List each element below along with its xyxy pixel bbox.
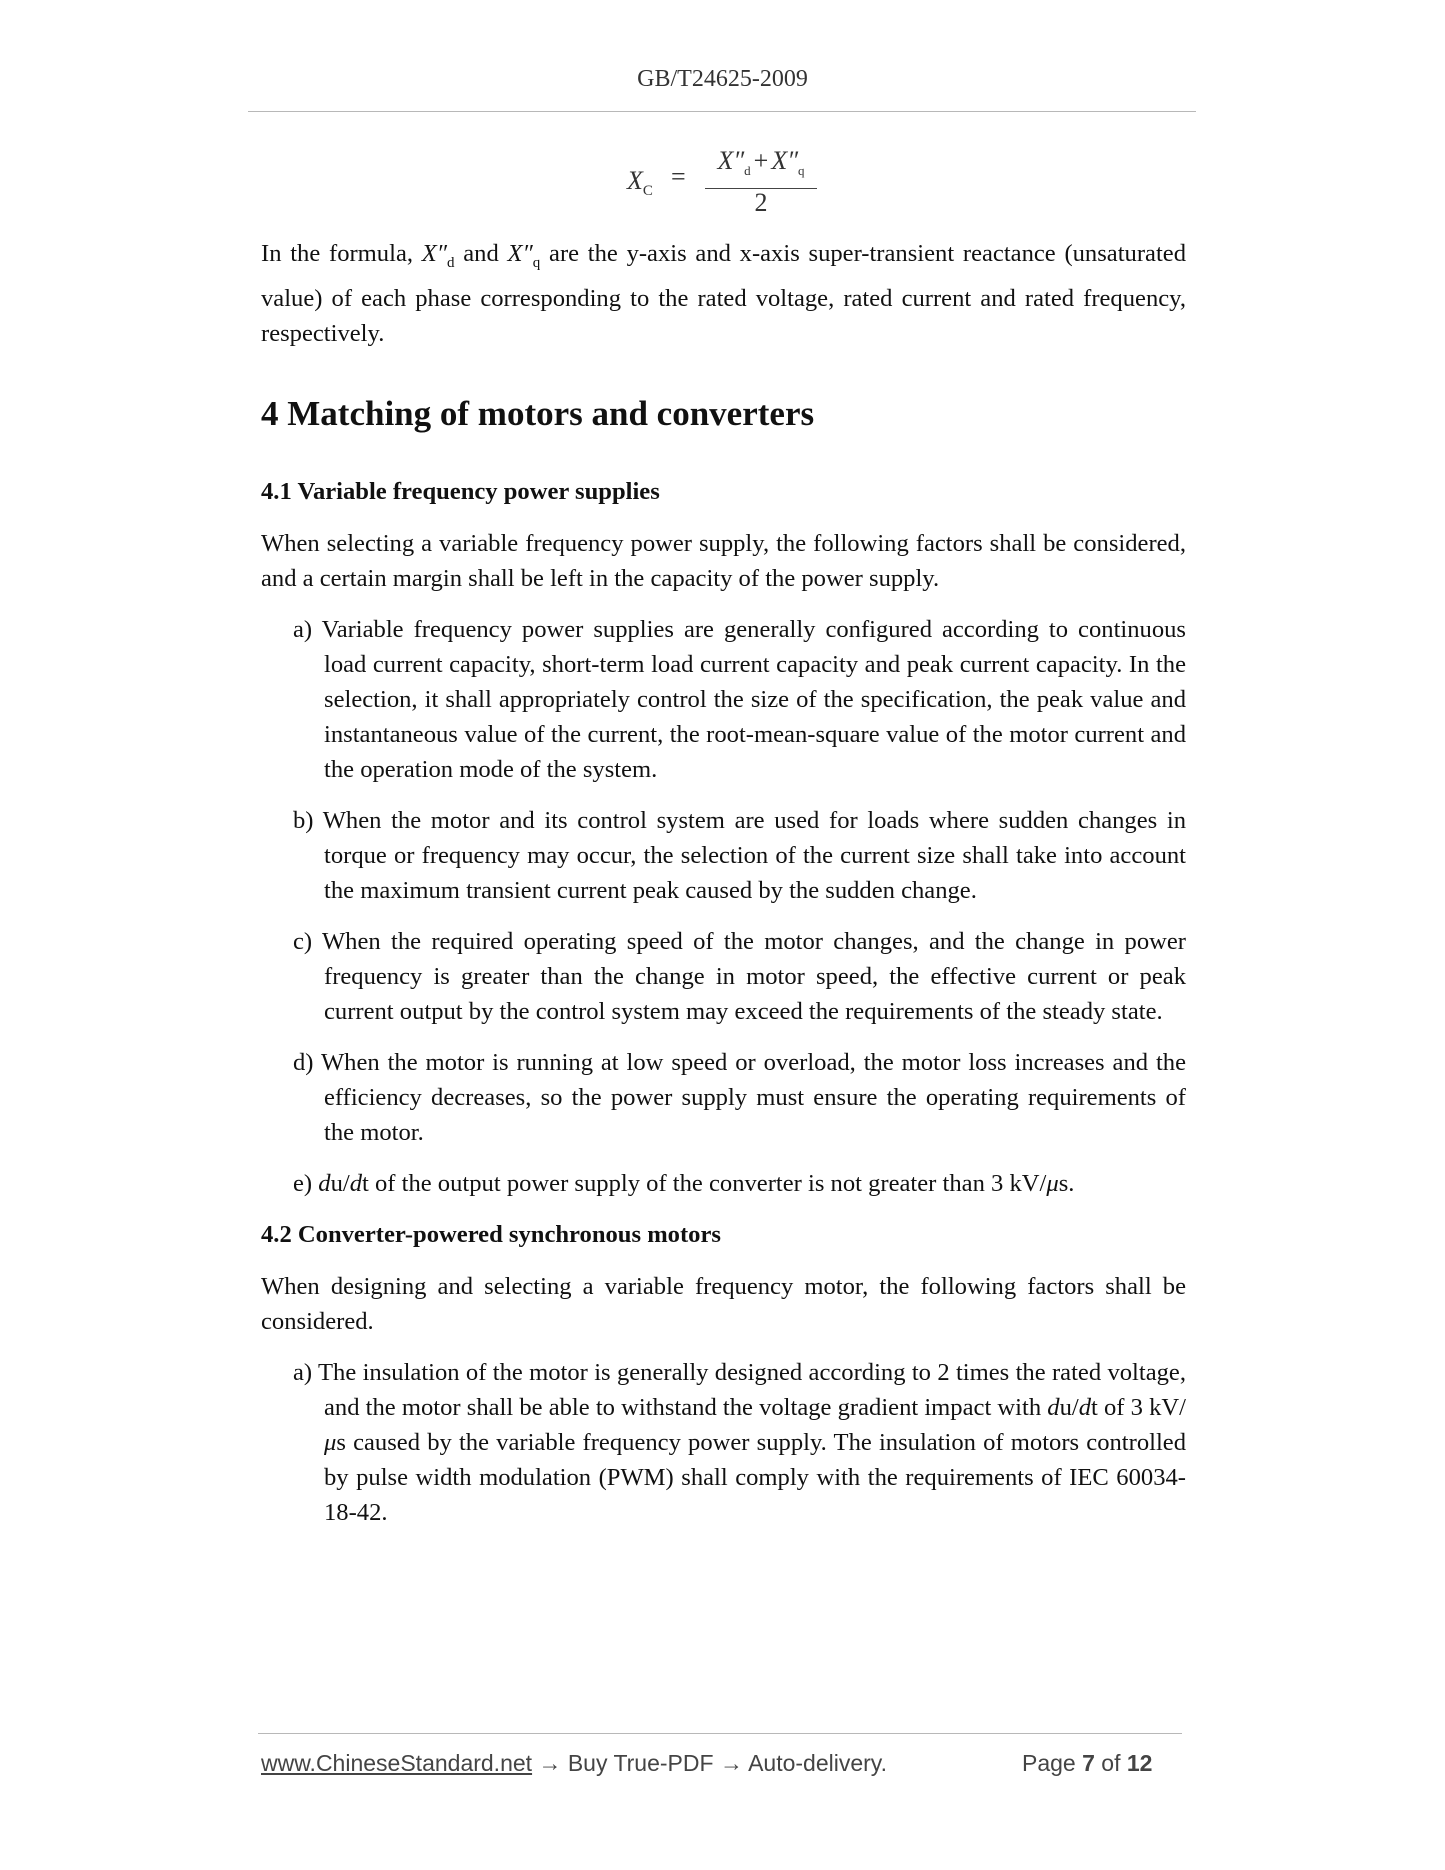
- formula-lhs: $X_C$: [627, 166, 653, 200]
- total-pages: 12: [1126, 1750, 1153, 1776]
- section-4-2-intro: When designing and selecting a variable frequency motor, the following factors shall be considered.: [261, 1272, 1186, 1335]
- header-doc-id: GB/T24625-2009: [637, 66, 808, 92]
- formula-equals: =: [671, 162, 686, 191]
- section-4-heading: 4 Matching of motors and converters: [261, 393, 815, 433]
- header-divider: [248, 111, 1196, 112]
- formula-numerator: $X''_d + X''_q$: [717, 146, 805, 179]
- section-4-1-heading: 4.1 Variable frequency power supplies: [261, 477, 660, 505]
- footer-divider: [258, 1733, 1182, 1734]
- footer-promo: www.ChineseStandard.net → Buy True-PDF → Auto-delivery.: [261, 1750, 887, 1776]
- list-item: b) When the motor and its control system are used for loads where sudden changes in torque or frequency may occur, the selection of the current size shall take into account the maximum transient current peak caused by the sudden change.: [293, 806, 1186, 904]
- current-page: 7: [1082, 1750, 1095, 1776]
- section-4-2-heading: 4.2 Converter-powered synchronous motors: [261, 1220, 721, 1248]
- list-item: a) The insulation of the motor is generally designed according to 2 times the rated voltage, and the motor shall be able to withstand the voltage gradient impact with du/dt of 3 kV/μs caused by the variable frequency power supply. The insulation of motors controlled by pulse width modulation (PWM) shall comply with the requirements of IEC 60034-18-42.: [293, 1358, 1186, 1526]
- section-4-1-intro: When selecting a variable frequency power supply, the following factors shall be considered, and a certain margin shall be left in the capacity of the power supply.: [261, 529, 1186, 592]
- page-number: Page 7 of 12: [1022, 1750, 1153, 1776]
- buy-text: Buy True-PDF: [567, 1750, 714, 1776]
- list-item: c) When the required operating speed of the motor changes, and the change in power frequency is greater than the change in motor speed, the effective current or peak current output by the control system may exceed the requirements of the steady state.: [293, 927, 1186, 1025]
- list-item: a) Variable frequency power supplies are generally configured according to continuous load current capacity, short-term load current capacity and peak current capacity. In the selection, it shall appropriately control the size of the specification, the peak value and instantaneous value of the current, the root-mean-square value of the motor current and the operation mode of the system.: [293, 615, 1186, 783]
- delivery-text: Auto-delivery.: [748, 1750, 887, 1776]
- list-item: d) When the motor is running at low speed or overload, the motor loss increases and the efficiency decreases, so the power supply must ensure the operating requirements of the motor.: [293, 1048, 1186, 1146]
- formula-explanation: In the formula, $X''_d$ and $X''_q$ are the y-axis and x-axis super-transient reactance (unsaturated value) of each phase corresponding to the rated voltage, rated current and rated frequency, respectively.: [261, 240, 1186, 347]
- formula-fraction: [705, 146, 817, 217]
- list-item: e) du/dt of the output power supply of the converter is not greater than 3 kV/μs.: [293, 1169, 1075, 1197]
- formula-denominator: 2: [754, 188, 768, 218]
- main-content: [261, 236, 1186, 1530]
- site-link[interactable]: www.ChineseStandard.net: [261, 1750, 533, 1776]
